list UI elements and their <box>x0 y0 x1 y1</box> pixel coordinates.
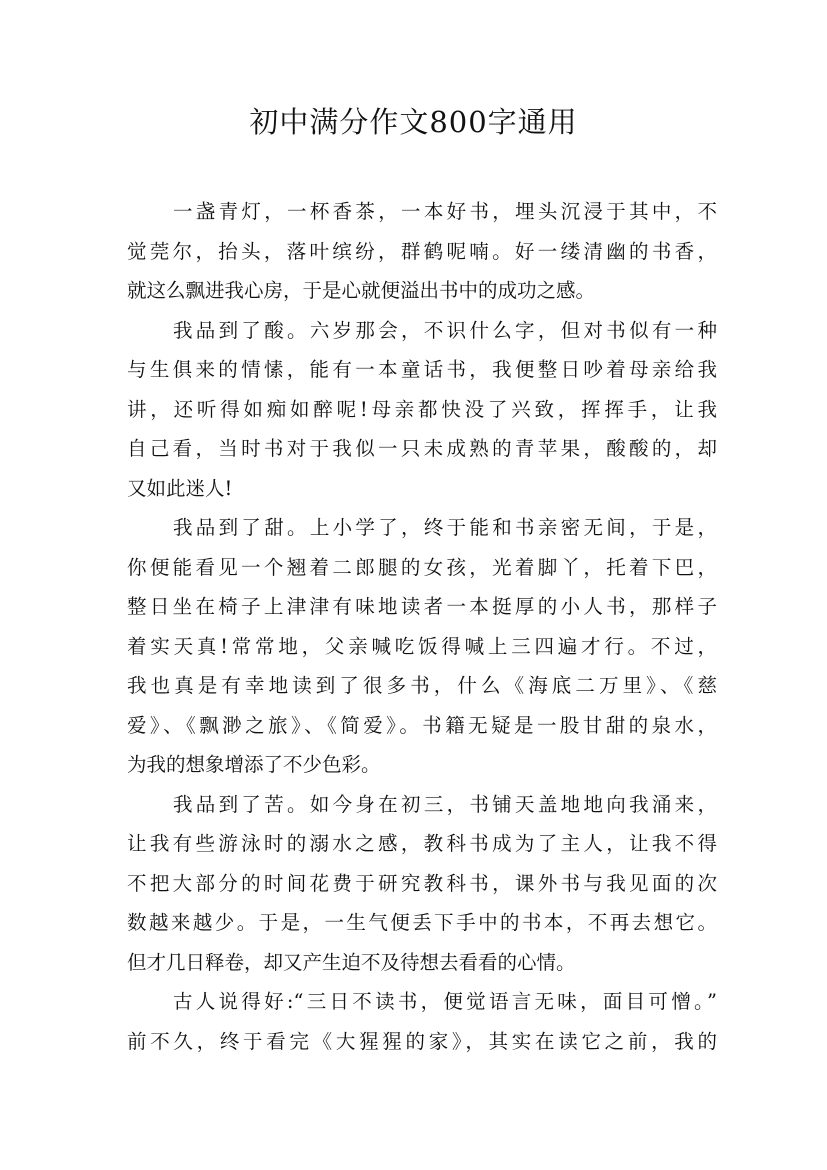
text-line: 为我的想象增添了不少色彩。 <box>127 753 381 776</box>
text-line: 数越来越少。于是，一生气便丢下手中的书本，不再去想它。 <box>127 911 717 934</box>
text-line: 你便能看见一个翘着二郎腿的女孩，光着脚丫，托着下巴， <box>127 555 717 579</box>
text-line: 让我有些游泳时的溺水之感，教科书成为了主人，让我不得 <box>127 832 717 855</box>
text-line: 与生俱来的情愫，能有一本童话书，我便整日吵着母亲给我 <box>127 358 717 381</box>
text-line: 前不久，终于看完《大猩猩的家》，其实在读它之前，我的 <box>127 1029 717 1053</box>
text-line: 爱》、《飘渺之旅》、《简爱》。书籍无疑是一股甘甜的泉水， <box>127 713 717 737</box>
text-line: 讲，还听得如痴如醉呢!母亲都快没了兴致，挥挥手，让我 <box>127 397 717 421</box>
text-line: 不把大部分的时间花费于研究教科书，课外书与我见面的次 <box>127 871 717 895</box>
text-line: 我品到了酸。六岁那会，不识什么字，但对书似有一种 <box>173 318 717 342</box>
text-line: 整日坐在椅子上津津有味地读者一本挺厚的小人书，那样子 <box>127 595 717 618</box>
text-line: 一盏青灯，一杯香茶，一本好书，埋头沉浸于其中，不 <box>173 200 717 223</box>
text-line: 我品到了甜。上小学了，终于能和书亲密无间，于是， <box>173 516 717 539</box>
text-line: 我品到了苦。如今身在初三，书铺天盖地地向我涌来， <box>173 792 717 816</box>
text-line: 我也真是有幸地读到了很多书，什么《海底二万里》、《慈 <box>127 674 717 697</box>
text-line: 觉莞尔，抬头，落叶缤纷，群鹤呢喃。好一缕清幽的书香， <box>127 239 717 263</box>
text-line: 古人说得好:“三日不读书，便觉语言无味，面目可憎。” <box>173 990 717 1013</box>
text-line: 就这么飘进我心房，于是心就便溢出书中的成功之感。 <box>127 279 596 302</box>
document-body <box>127 192 717 1061</box>
text-line: 但才几日释卷，却又产生迫不及待想去看看的心情。 <box>127 950 576 974</box>
text-line: 又如此迷人! <box>127 476 233 500</box>
text-line: 着实天真!常常地，父亲喊吃饭得喊上三四遍才行。不过， <box>127 634 717 658</box>
text-line: 自己看，当时书对于我似一只未成熟的青苹果，酸酸的，却 <box>127 437 717 460</box>
document-title: 初中满分作文800字通用 <box>249 105 578 139</box>
